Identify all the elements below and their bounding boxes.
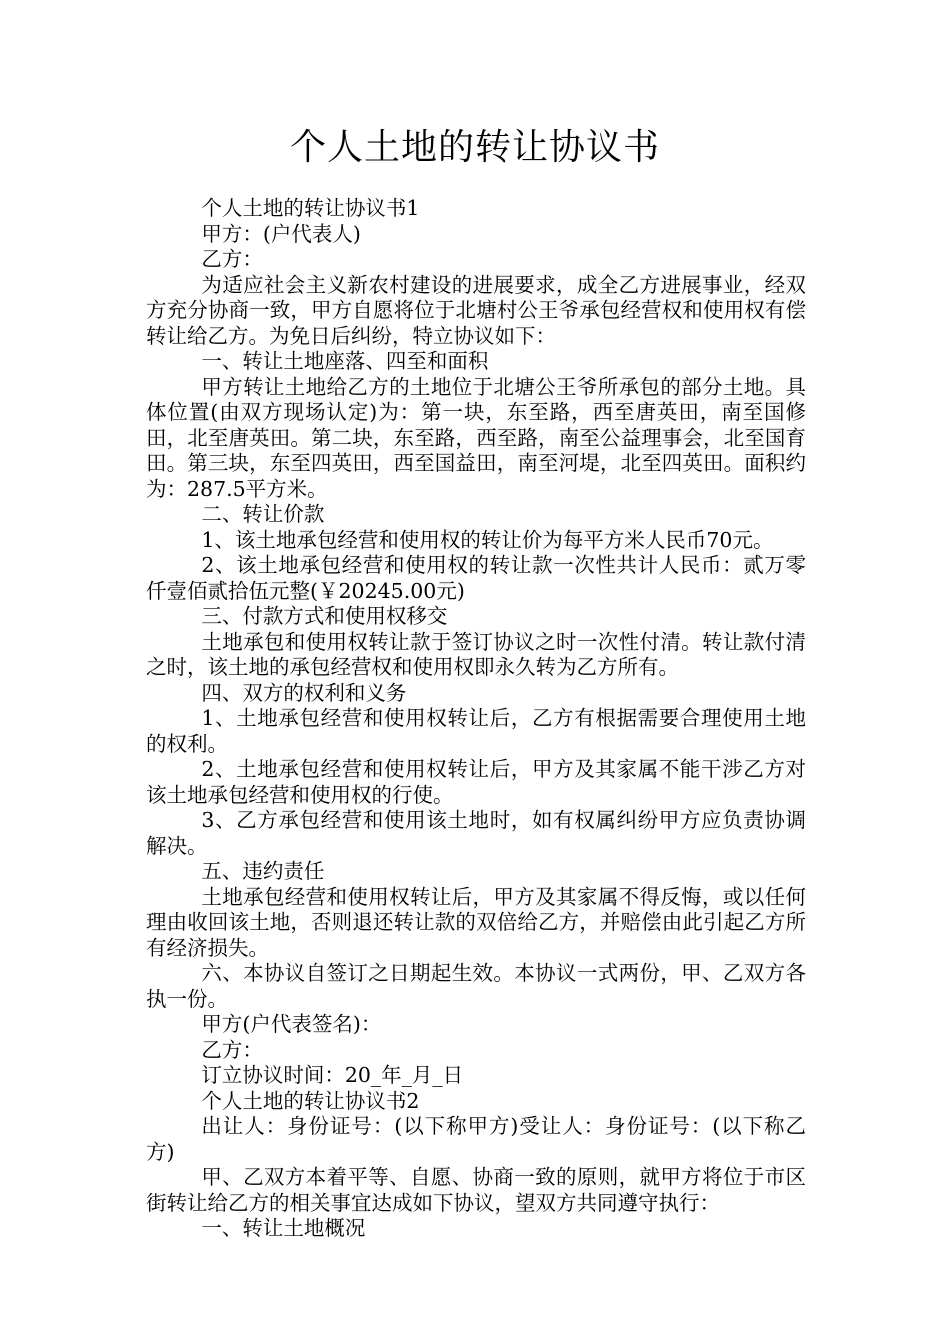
party-b-line: 乙方： — [201, 247, 263, 271]
paragraph: 甲方转让土地给乙方的土地位于北塘公王爷所承包的部分土地。具体位置(由双方现场认定)为：第一块，东至路，西至唐英田，南至国修田，北至唐英田。第二块，东至路，西至路，南至公益理事会，北至国育田。第三块，东至四英田，西至国益田，南至河堤，北至四英田。面积约为：287.5平方米。 — [146, 374, 806, 501]
party-a-line: 甲方：(户代表人) — [201, 221, 361, 246]
paragraph: 六、本协议自签订之日期起生效。本协议一式两份，甲、乙双方各执一份。 — [146, 961, 806, 1011]
clause-heading: 一、转让土地概况 — [201, 1216, 366, 1240]
section-heading: 个人土地的转让协议书2 — [201, 1088, 420, 1113]
clause-heading: 四、双方的权利和义务 — [201, 680, 407, 705]
paragraph: 1、该土地承包经营和使用权的转让价为每平方米人民币70元。 — [201, 527, 774, 552]
paragraph: 土地承包和使用权转让款于签订协议之时一次性付清。转让款付清之时，该土地的承包经营权和使用权即永久转为乙方所有。 — [146, 629, 806, 679]
signature-party-b: 乙方： — [201, 1037, 263, 1062]
paragraph: 3、乙方承包经营和使用该土地时，如有权属纠纷甲方应负责协调解决。 — [146, 808, 806, 858]
paragraph: 甲、乙双方本着平等、自愿、协商一致的原则，就甲方将位于市区街转让给乙方的相关事宜达成如下协议，望双方共同遵守执行： — [146, 1165, 806, 1215]
clause-heading: 三、付款方式和使用权移交 — [201, 604, 448, 628]
signature-party-a: 甲方(户代表签名)： — [201, 1012, 382, 1036]
clause-heading: 五、违约责任 — [201, 859, 325, 883]
section-heading: 个人土地的转让协议书1 — [201, 196, 420, 220]
signing-date: 订立协议时间：20_年_月_日 — [201, 1063, 464, 1087]
paragraph: 土地承包经营和使用权转让后，甲方及其家属不得反悔，或以任何理由收回该土地，否则退还转让款的双倍给乙方，并赔偿由此引起乙方所有经济损失。 — [146, 884, 806, 960]
paragraph: 2、土地承包经营和使用权转让后，甲方及其家属不能干涉乙方对该土地承包经营和使用权的行使。 — [146, 757, 806, 807]
paragraph: 出让人：身份证号：(以下称甲方)受让人：身份证号：(以下称乙方) — [146, 1114, 806, 1164]
document-title: 个人土地的转让协议书 — [289, 127, 660, 168]
paragraph: 1、土地承包经营和使用权转让后，乙方有根据需要合理使用土地的权利。 — [146, 706, 806, 756]
paragraph: 2、该土地承包经营和使用权的转让款一次性共计人民币：贰万零仟壹佰贰拾伍元整(￥20245.00元) — [146, 553, 806, 603]
clause-heading: 二、转让价款 — [201, 502, 325, 526]
paragraph: 为适应社会主义新农村建设的进展要求，成全乙方进展事业，经双方充分协商一致，甲方自愿将位于北塘村公王爷承包经营权和使用权有偿转让给乙方。为免日后纠纷，特立协议如下： — [146, 272, 806, 348]
document-body — [146, 196, 806, 1242]
clause-heading: 一、转让土地座落、四至和面积 — [201, 349, 489, 373]
